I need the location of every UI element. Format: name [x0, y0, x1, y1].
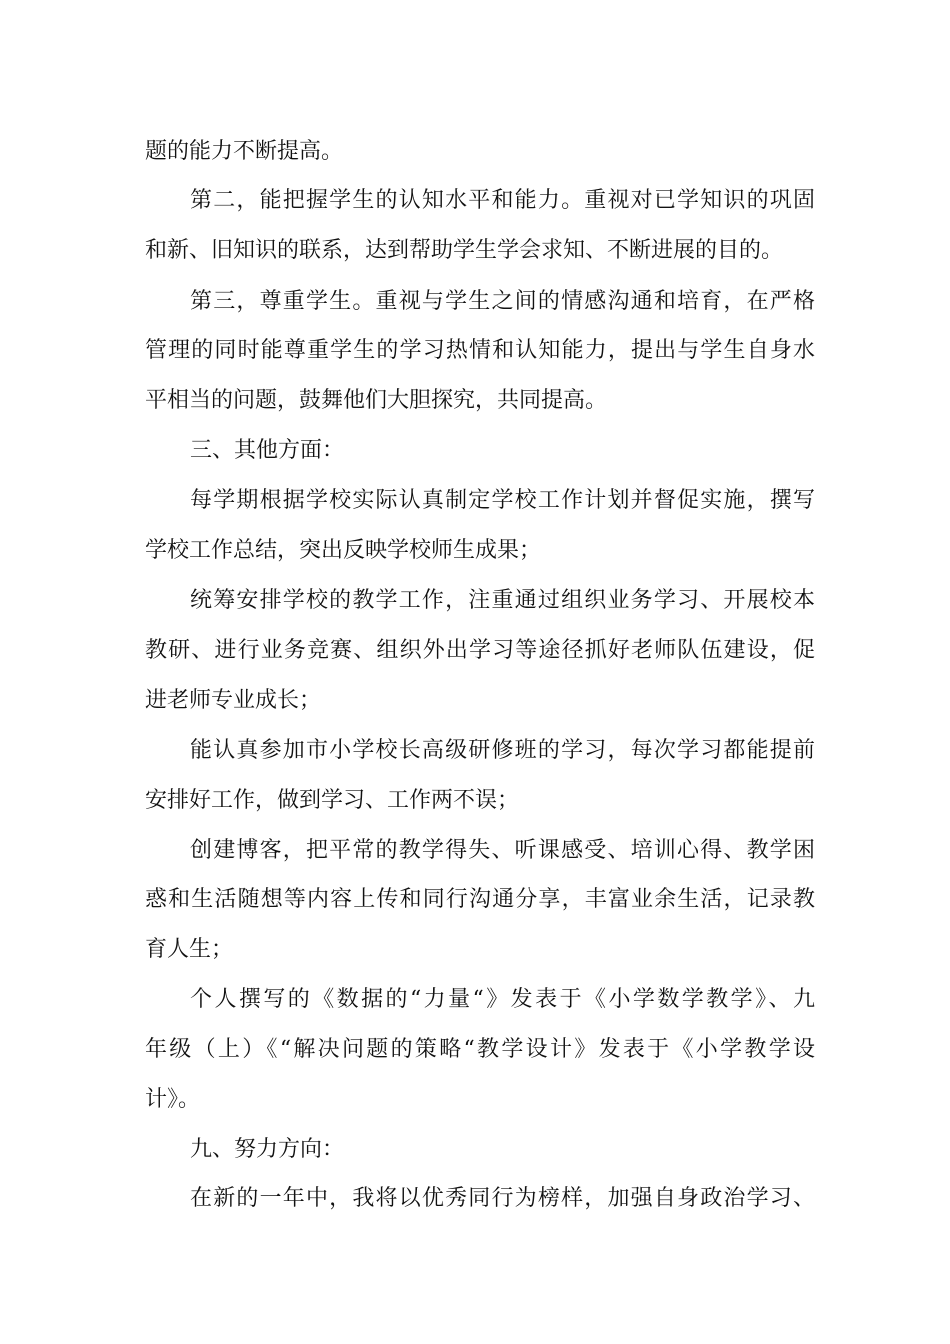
text-line: 第三，尊重学生。重视与学生之间的情感沟通和培育，在严格	[190, 289, 815, 314]
text-line: 第二，能把握学生的认知水平和能力。重视对已学知识的巩固	[190, 188, 815, 213]
section-heading: 三、其他方面：	[190, 438, 345, 463]
text-line: 题的能力不断提高。	[145, 139, 344, 164]
text-line: 管理的同时能尊重学生的学习热情和认知能力，提出与学生自身水	[145, 338, 815, 363]
text-line: 教研、进行业务竞赛、组织外出学习等途径抓好老师队伍建设，促	[145, 638, 815, 663]
text-line: 创建博客，把平常的教学得失、听课感受、培训心得、教学困	[190, 838, 815, 863]
text-line: 育人生；	[145, 937, 234, 962]
text-line: 个人撰写的《数据的“力量“》发表于《小学数学教学》、九	[190, 987, 815, 1012]
text-line: 每学期根据学校实际认真制定学校工作计划并督促实施，撰写	[190, 488, 815, 513]
section-heading: 九、努力方向：	[190, 1137, 345, 1162]
text-line: 能认真参加市小学校长高级研修班的学习，每次学习都能提前	[190, 738, 815, 763]
text-line: 惑和生活随想等内容上传和同行沟通分享，丰富业余生活，记录教	[145, 887, 815, 912]
text-line: 统筹安排学校的教学工作，注重通过组织业务学习、开展校本	[190, 588, 815, 613]
text-line: 计》。	[145, 1087, 201, 1112]
text-line: 年级（上）《“解决问题的策略“教学设计》发表于《小学教学设	[145, 1037, 815, 1062]
text-line: 平相当的问题，鼓舞他们大胆探究，共同提高。	[145, 388, 608, 413]
text-line: 和新、旧知识的联系，达到帮助学生学会求知、不断进展的目的。	[145, 238, 784, 263]
text-line: 学校工作总结，突出反映学校师生成果；	[145, 538, 542, 563]
text-line: 安排好工作，做到学习、工作两不误；	[145, 788, 520, 813]
text-line: 在新的一年中，我将以优秀同行为榜样，加强自身政治学习、	[190, 1186, 815, 1211]
text-line: 进老师专业成长；	[145, 688, 322, 713]
